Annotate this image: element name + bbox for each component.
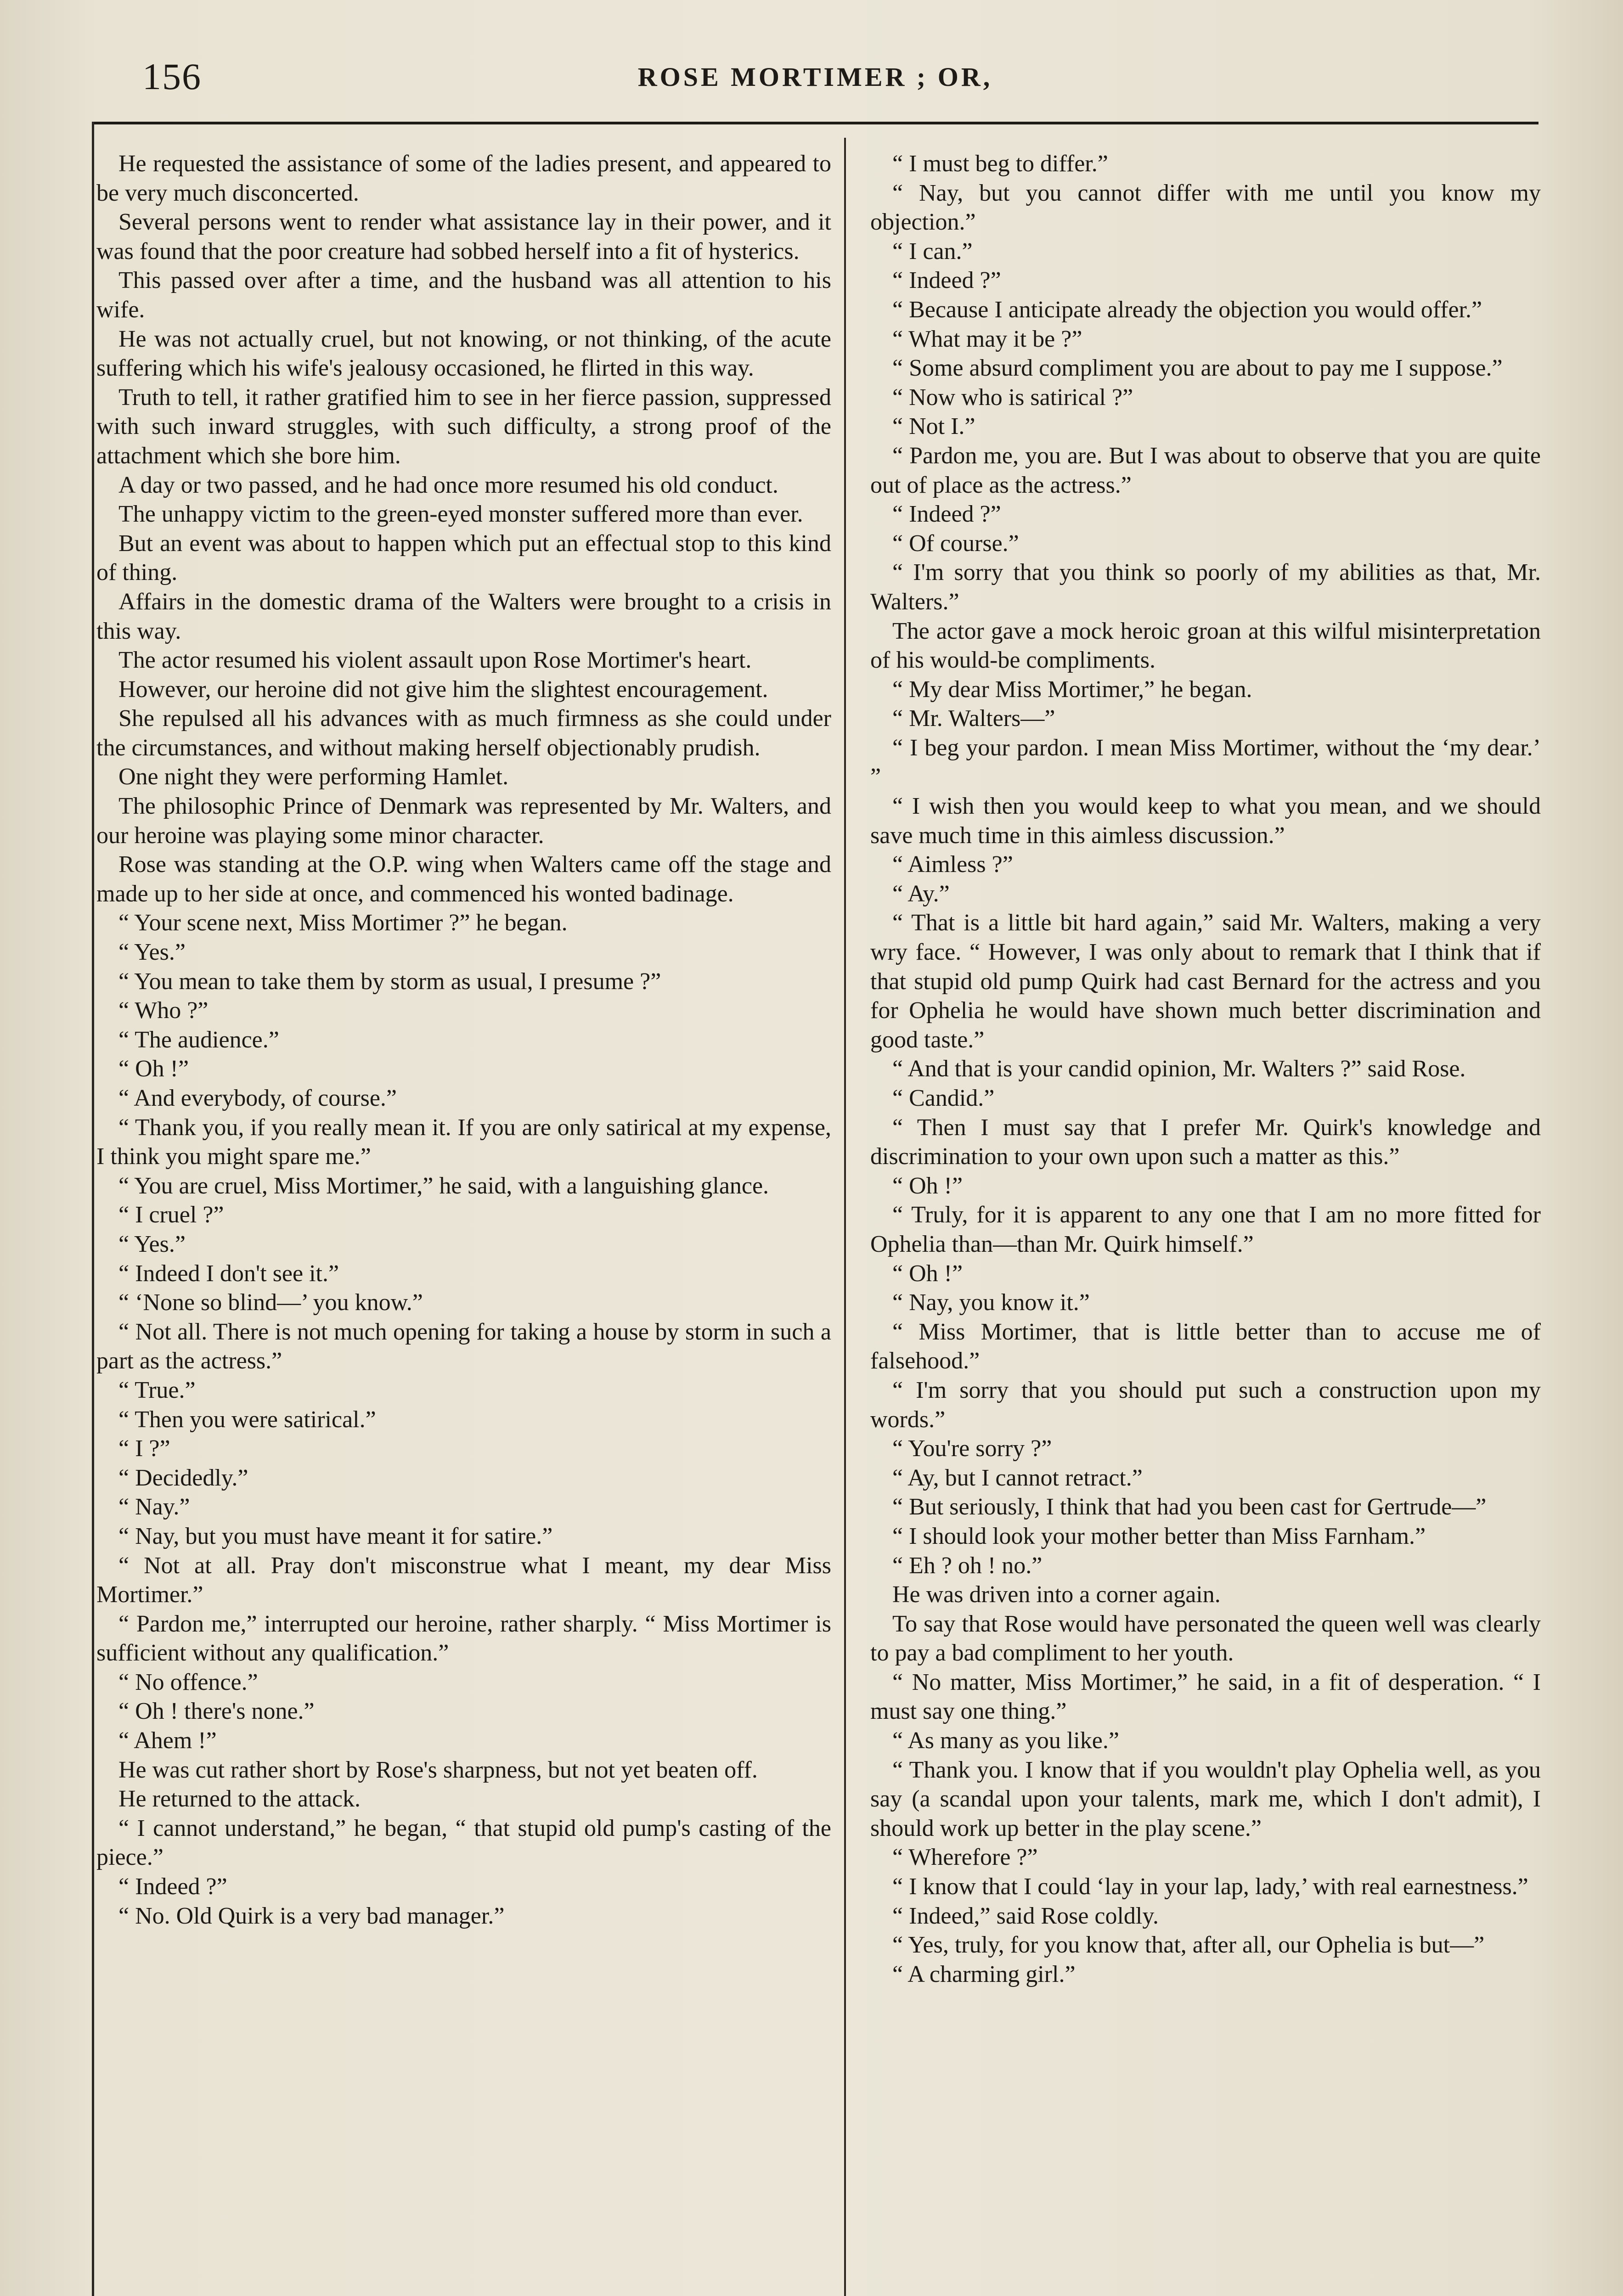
paragraph: “ And everybody, of course.” [118,1085,397,1111]
paragraph: “ Wherefore ?” [892,1844,1038,1871]
paragraph: He returned to the attack. [118,1786,361,1812]
paragraph: “ Yes.” [118,1231,186,1257]
paragraph: “ But seriously, I think that had you been cast for Gertrude—” [892,1494,1487,1520]
paragraph: Truth to tell, it rather gratified him to see in her fierce passion, suppressed with such inward struggles, with such difficulty, a strong proof of the attachment which she bore him. [96,384,831,469]
paragraph: “ Oh ! there's none.” [118,1698,315,1725]
paragraph: “ Because I anticipate already the objection you would offer.” [892,296,1482,323]
paragraph: “ Your scene next, Miss Mortimer ?” he began. [118,910,568,936]
paragraph: “ My dear Miss Mortimer,” he began. [892,676,1252,703]
paragraph: “ Oh !” [892,1260,963,1287]
paragraph: “ Indeed I don't see it.” [118,1260,339,1287]
paragraph: “ Indeed,” said Rose coldly. [892,1902,1159,1929]
paragraph: “ You mean to take them by storm as usual, I presume ?” [118,968,661,995]
paragraph: “ I must beg to differ.” [892,151,1108,177]
paragraph: “ That is a little bit hard again,” said Mr. Walters, making a very wry face. “ However, I was only about to remark that I think that if that stupid old pump Quirk had cast Bernard for the actress and you for Ophelia he would have shown much better discrimination and good taste.” [870,910,1541,1053]
paragraph: The philosophic Prince of Denmark was represented by Mr. Walters, and our heroine was playing some minor character. [96,793,831,849]
paragraph: “ Not all. There is not much opening for taking a house by storm in such a part as the actress.” [96,1318,831,1374]
paragraph: “ And that is your candid opinion, Mr. Walters ?” said Rose. [892,1056,1466,1082]
paragraph: “ Eh ? oh ! no.” [892,1552,1043,1579]
paragraph: “ I'm sorry that you should put such a construction upon my words.” [870,1377,1541,1433]
running-head: ROSE MORTIMER ; OR, [637,62,993,92]
paragraph: “ Mr. Walters—” [892,705,1055,732]
paragraph: The actor gave a mock heroic groan at this wilful misinterpretation of his would-be compliments. [870,618,1541,674]
paragraph: “ Nay.” [118,1494,190,1520]
paragraph: The actor resumed his violent assault upon Rose Mortimer's heart. [118,647,752,674]
paragraph: “ I know that I could ‘lay in your lap, lady,’ with real earnestness.” [892,1874,1528,1900]
paragraph: “ You are cruel, Miss Mortimer,” he said, with a languishing glance. [118,1172,769,1199]
paragraph: “ Candid.” [892,1085,995,1111]
left-column [96,149,831,2296]
paragraph: “ Not I.” [892,413,975,440]
paragraph: “ I'm sorry that you think so poorly of my abilities as that, Mr. Walters.” [870,559,1541,615]
paragraph: “ No matter, Miss Mortimer,” he said, in a fit of desperation. “ I must say one thing.” [870,1669,1541,1725]
paragraph: “ Nay, but you must have meant it for satire.” [118,1523,553,1549]
paragraph: “ I ?” [118,1435,170,1462]
paragraph: “ Aimless ?” [892,851,1013,878]
paragraph: “ What may it be ?” [892,326,1082,352]
paragraph: “ I beg your pardon. I mean Miss Mortimer, without the ‘my dear.’ ” [870,734,1541,790]
paragraph: “ Not at all. Pray don't misconstrue what I meant, my dear Miss Mortimer.” [96,1552,831,1608]
paragraph: “ No. Old Quirk is a very bad manager.” [118,1902,505,1929]
paragraph: Several persons went to render what assistance lay in their power, and it was found that the poor creature had sobbed herself into a fit of hysterics. [96,209,831,264]
paragraph: “ ‘None so blind—’ you know.” [118,1289,423,1316]
paragraph: A day or two passed, and he had once more resumed his old conduct. [118,472,778,498]
paragraph: “ Thank you, if you really mean it. If you are only satirical at my expense, I think you might spare me.” [96,1114,831,1170]
paragraph: The unhappy victim to the green-eyed monster suffered more than ever. [118,501,803,528]
paragraph: “ Truly, for it is apparent to any one that I am no more fitted for Ophelia than—than Mr. Quirk himself.” [870,1202,1541,1257]
paragraph: “ Pardon me,” interrupted our heroine, rather sharply. “ Miss Mortimer is sufficient without any qualification.” [96,1610,831,1666]
paragraph: “ Ay, but I cannot retract.” [892,1464,1143,1491]
paragraph: “ I cannot understand,” he began, “ that stupid old pump's casting of the piece.” [96,1815,831,1871]
paragraph: “ Some absurd compliment you are about to pay me I suppose.” [892,355,1503,382]
paragraph: “ I can.” [892,238,973,264]
paragraph: However, our heroine did not give him the slightest encouragement. [118,676,768,703]
paragraph: But an event was about to happen which put an effectual stop to this kind of thing. [96,530,831,586]
paragraph: “ Of course.” [892,530,1019,557]
paragraph: “ Nay, but you cannot differ with me until you know my objection.” [870,180,1541,236]
paragraph: “ Indeed ?” [892,267,1001,294]
paragraph: “ Decidedly.” [118,1464,248,1491]
paragraph: “ Now who is satirical ?” [892,384,1133,411]
paragraph: “ I should look your mother better than Miss Farnham.” [892,1523,1426,1549]
paragraph: “ As many as you like.” [892,1728,1119,1754]
paragraph: Affairs in the domestic drama of the Walters were brought to a crisis in this way. [96,588,831,644]
paragraph: He requested the assistance of some of the ladies present, and appeared to be very much disconcerted. [96,151,831,206]
page-header [92,55,1538,124]
paragraph: “ The audience.” [118,1026,279,1053]
paragraph: “ A charming girl.” [892,1961,1076,1987]
paragraph: One night they were performing Hamlet. [118,764,509,790]
paragraph: “ Yes, truly, for you know that, after all, our Ophelia is but—” [892,1932,1485,1958]
paragraph: “ Who ?” [118,997,209,1024]
paragraph: “ Ay.” [892,880,950,907]
paragraph: He was cut rather short by Rose's sharpness, but not yet beaten off. [118,1756,758,1783]
paragraph: “ Yes.” [118,939,186,966]
paragraph: “ I wish then you would keep to what you mean, and we should save much time in this aimless discussion.” [870,793,1541,849]
paragraph: “ Ahem !” [118,1728,217,1754]
paragraph: She repulsed all his advances with as much firmness as she could under the circumstances, and without making herself objectionably prudish. [96,705,831,761]
paragraph: “ Indeed ?” [892,501,1001,528]
paragraph: “ Miss Mortimer, that is little better than to accuse me of falsehood.” [870,1318,1541,1374]
paragraph: He was driven into a corner again. [892,1581,1221,1608]
paragraph: This passed over after a time, and the husband was all attention to his wife. [96,267,831,323]
paragraph: “ Indeed ?” [118,1874,227,1900]
paragraph: He was not actually cruel, but not knowing, or not thinking, of the acute suffering which his wife's jealousy occasioned, he flirted in this way. [96,326,831,382]
paragraph: “ I cruel ?” [118,1202,224,1228]
column-divider [844,138,846,2296]
paragraph: “ Pardon me, you are. But I was about to observe that you are quite out of place as the actress.” [870,442,1541,498]
paragraph: “ You're sorry ?” [892,1435,1052,1462]
paragraph: “ Nay, you know it.” [892,1289,1090,1316]
paragraph: “ Then you were satirical.” [118,1406,376,1433]
paragraph: Rose was standing at the O.P. wing when Walters came off the stage and made up to her side at once, and commenced his wonted badinage. [96,851,831,907]
paragraph: “ No offence.” [118,1669,258,1695]
paragraph: To say that Rose would have personated the queen well was clearly to pay a bad compliment to her youth. [870,1610,1541,1666]
paragraph: “ True.” [118,1377,196,1403]
paragraph: “ Thank you. I know that if you wouldn't play Ophelia well, as you say (a scandal upon your talents, mark me, which I don't admit), I should work up better in the play scene.” [870,1756,1541,1841]
paragraph: “ Oh !” [892,1172,963,1199]
right-column [870,149,1541,2296]
page-number: 156 [142,56,202,97]
paragraph: “ Oh !” [118,1056,189,1082]
paragraph: “ Then I must say that I prefer Mr. Quirk's knowledge and discrimination to your own upon such a matter as this.” [870,1114,1541,1170]
